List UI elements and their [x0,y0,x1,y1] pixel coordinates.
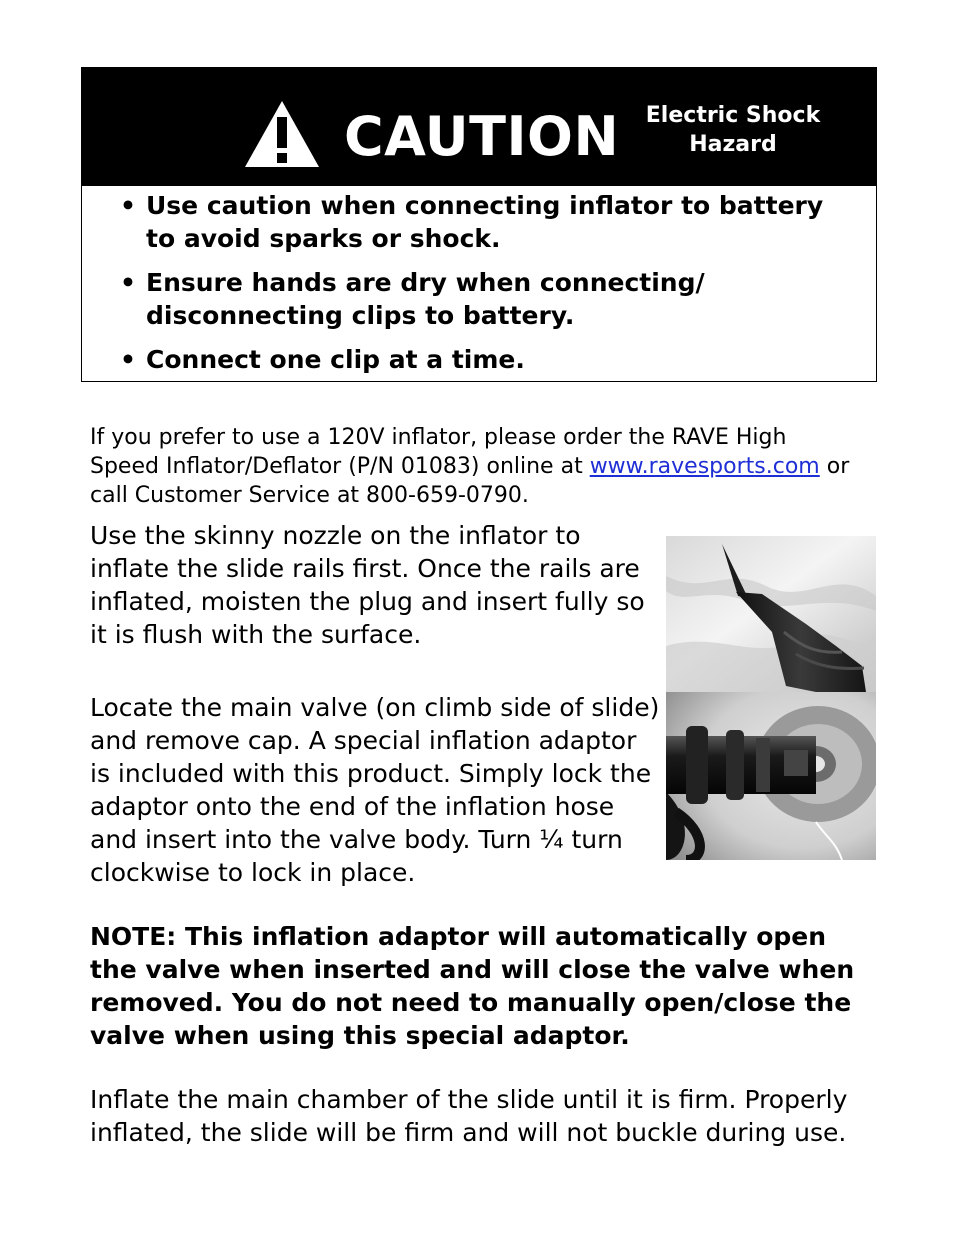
caution-item [82,189,876,255]
inflate-main-paragraph: Inflate the main chamber of the slide until it is firm. Properly inflated, the slide will be firm and will not buckle during use. [90,1085,848,1147]
order-text-after: or call Customer Service at 800-659-0790. [90,454,850,508]
caution-item-text: Connect one clip at a time. [146,345,525,374]
nozzle-photo [666,536,876,692]
valve-image [666,692,876,860]
caution-box [81,67,877,382]
ravesports-link[interactable]: www.ravesports.com [589,454,820,479]
hazard-label-line-1: Electric Shock [645,103,821,128]
hazard-label-line-2: Hazard [689,132,777,157]
order-text-before: If you prefer to use a 120V inflator, please order the RAVE High Speed Inflator/Deflator (P/N 01083) online at [90,425,787,479]
caution-item-text: Ensure hands are dry when connecting/ disconnecting clips to battery. [146,268,705,330]
hazard-label [642,101,824,159]
order-inflator-note [90,423,860,510]
main-valve-paragraph: Locate the main valve (on climb side of slide) and remove cap. A special inflation adaptor is included with this product. Simply lock the adaptor onto the end of the inflation hose and insert into the valve body. Turn ¼ turn clockwise to lock in place. [90,693,660,887]
caution-header [82,68,876,186]
valve-photo [666,692,876,860]
caution-item-text: Use caution when connecting inflator to battery to avoid sparks or shock. [146,191,824,253]
bullet: • [120,191,136,220]
nozzle-image [666,536,876,692]
adaptor-note-paragraph: NOTE: This inflation adaptor will automatically open the valve when inserted and will close the valve when removed. You do not need to manually open/close the valve when using this special adaptor. [90,922,855,1050]
skinny-nozzle-paragraph: Use the skinny nozzle on the inflator to inflate the slide rails first. Once the rails are inflated, moisten the plug and insert fully so it is flush with the surface. [90,521,645,649]
caution-list [82,186,876,376]
warning-triangle-icon [244,100,320,168]
caution-title: CAUTION [344,105,620,168]
bullet: • [120,268,136,297]
caution-item [82,266,876,332]
bullet: • [120,345,136,374]
caution-item [82,343,876,376]
